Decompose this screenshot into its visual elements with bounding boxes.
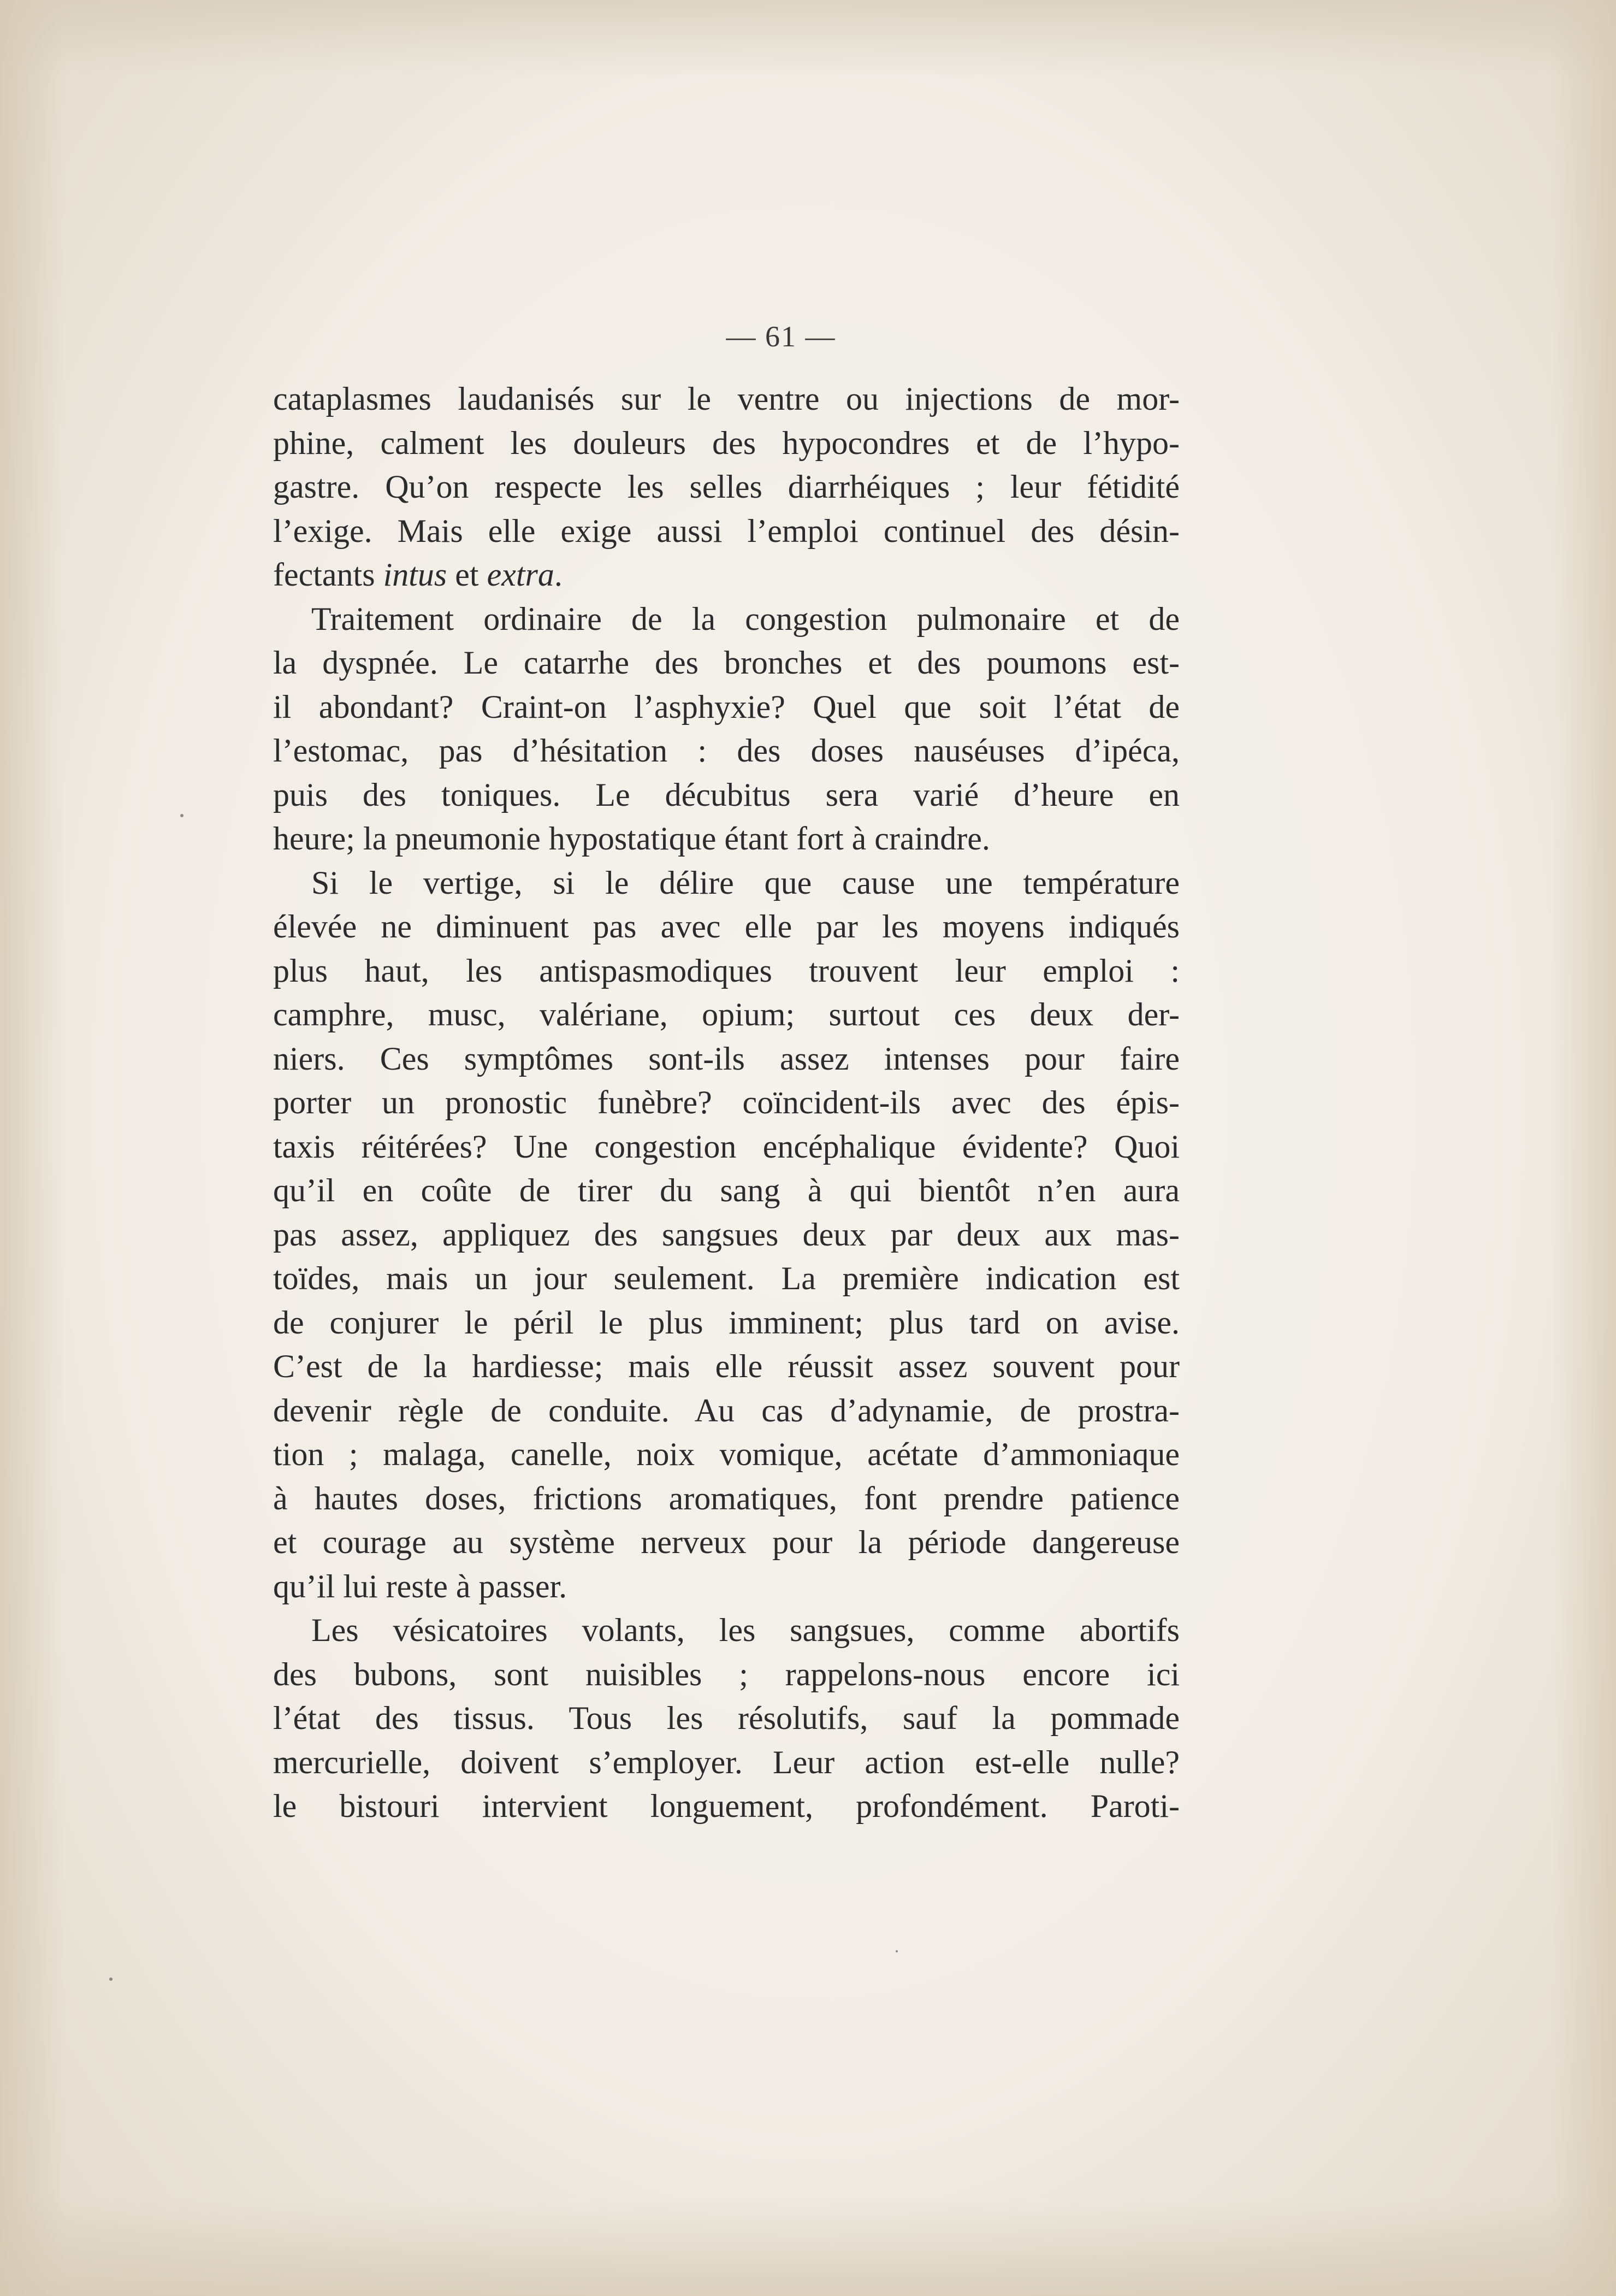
text-run: heure; la pneumonie hypostatique étant fort à craindre.: [273, 821, 990, 857]
text-line: [273, 993, 1180, 1037]
text-run: plus haut, les antispasmodiques trouvent leur emploi :: [273, 952, 1180, 989]
body-text: [273, 377, 1180, 1828]
text-line: [273, 773, 1180, 817]
text-line: [273, 641, 1180, 685]
text-run: et courage au système nerveux pour la période dangereuse: [273, 1524, 1180, 1560]
text-run: porter un pronostic funèbre? coïncident-ils avec des épis-: [273, 1084, 1180, 1120]
page-edge-bottom: [0, 2198, 1616, 2296]
text-run: cataplasmes laudanisés sur le ventre ou injections de mor-: [273, 381, 1180, 417]
text-run: il abondant? Craint-on l’asphyxie? Quel que soit l’état de: [273, 688, 1180, 725]
text-run: qu’il en coûte de tirer du sang à qui bientôt n’en aura: [273, 1172, 1180, 1208]
paper-speck: [109, 1978, 113, 1981]
text-line: [273, 597, 1180, 641]
text-run: fectants: [273, 557, 383, 593]
text-run: à hautes doses, frictions aromatiques, font prendre patience: [273, 1480, 1180, 1516]
text-line: [273, 1652, 1180, 1697]
text-run: taxis réitérées? Une congestion encéphalique évidente? Quoi: [273, 1128, 1180, 1165]
text-line: [273, 1477, 1180, 1521]
text-run: de conjurer le péril le plus imminent; plus tard on avise.: [273, 1304, 1180, 1341]
text-run: des bubons, sont nuisibles ; rappelons-nous encore ici: [273, 1656, 1180, 1692]
text-run: puis des toniques. Le décubitus sera varié d’heure en: [273, 776, 1180, 813]
text-line: [273, 861, 1180, 905]
text-line: [273, 1256, 1180, 1301]
text-line: [273, 1344, 1180, 1389]
text-run: gastre. Qu’on respecte les selles diarrhéiques ; leur fétidité: [273, 469, 1180, 505]
text-line: [273, 729, 1180, 773]
page-edge-left: [0, 0, 66, 2296]
text-line: [273, 465, 1180, 509]
text-run: Si le vertige, si le délire que cause une température: [311, 864, 1180, 901]
text-run: l’état des tissus. Tous les résolutifs, sauf la pommade: [273, 1700, 1180, 1736]
text-line: [273, 1301, 1180, 1345]
page-edge-top: [0, 0, 1616, 76]
text-run: devenir règle de conduite. Au cas d’adynamie, de prostra-: [273, 1392, 1180, 1429]
text-run: niers. Ces symptômes sont-ils assez intenses pour faire: [273, 1040, 1180, 1077]
text-run: camphre, musc, valériane, opium; surtout ces deux der-: [273, 996, 1180, 1032]
text-line: [273, 509, 1180, 553]
text-line: [273, 421, 1180, 465]
text-line: [273, 685, 1180, 729]
text-line: [273, 1168, 1180, 1213]
text-run: phine, calment les douleurs des hypocondres et de l’hypo-: [273, 424, 1180, 461]
italic-text: intus: [383, 557, 447, 593]
text-line: [273, 1213, 1180, 1257]
text-run: pas assez, appliquez des sangsues deux par deux aux mas-: [273, 1216, 1180, 1253]
text-line: [273, 1696, 1180, 1740]
text-line: [273, 1037, 1180, 1081]
text-run: élevée ne diminuent pas avec elle par les moyens indiqués: [273, 908, 1180, 945]
text-line: [273, 817, 1180, 861]
text-line: [273, 949, 1180, 993]
text-run: le bistouri intervient longuement, profondément. Paroti-: [273, 1788, 1180, 1824]
text-run: Les vésicatoires volants, les sangsues, comme abortifs: [311, 1612, 1180, 1648]
text-run: qu’il lui reste à passer.: [273, 1568, 567, 1604]
text-run: l’estomac, pas d’hésitation : des doses nauséuses d’ipéca,: [273, 733, 1180, 769]
page-edge-right: [1550, 0, 1616, 2296]
text-run: l’exige. Mais elle exige aussi l’emploi continuel des désin-: [273, 512, 1180, 549]
text-run: toïdes, mais un jour seulement. La première indication est: [273, 1260, 1180, 1296]
text-run: tion ; malaga, canelle, noix vomique, acétate d’ammoniaque: [273, 1436, 1180, 1472]
text-run: mercurielle, doivent s’employer. Leur action est-elle nulle?: [273, 1744, 1180, 1780]
text-run: .: [554, 557, 563, 593]
text-run: et: [447, 557, 487, 593]
text-run: la dyspnée. Le catarrhe des bronches et des poumons est-: [273, 645, 1180, 681]
text-line: [273, 1520, 1180, 1565]
text-line: [273, 1784, 1180, 1828]
text-line: [273, 1081, 1180, 1125]
text-line: [273, 905, 1180, 949]
paper-speck: [896, 1950, 898, 1952]
paper-speck: [180, 814, 183, 817]
text-line: [273, 377, 1180, 421]
text-run: C’est de la hardiesse; mais elle réussit assez souvent pour: [273, 1348, 1180, 1384]
text-line: [273, 1432, 1180, 1477]
italic-text: extra: [487, 557, 554, 593]
page-number: — 61 —: [726, 320, 836, 353]
text-line: [273, 1125, 1180, 1169]
text-line: [273, 553, 1180, 597]
text-line: [273, 1740, 1180, 1785]
text-line: [273, 1608, 1180, 1652]
text-line: [273, 1565, 1180, 1609]
text-run: Traitement ordinaire de la congestion pulmonaire et de: [311, 600, 1180, 637]
text-line: [273, 1389, 1180, 1433]
